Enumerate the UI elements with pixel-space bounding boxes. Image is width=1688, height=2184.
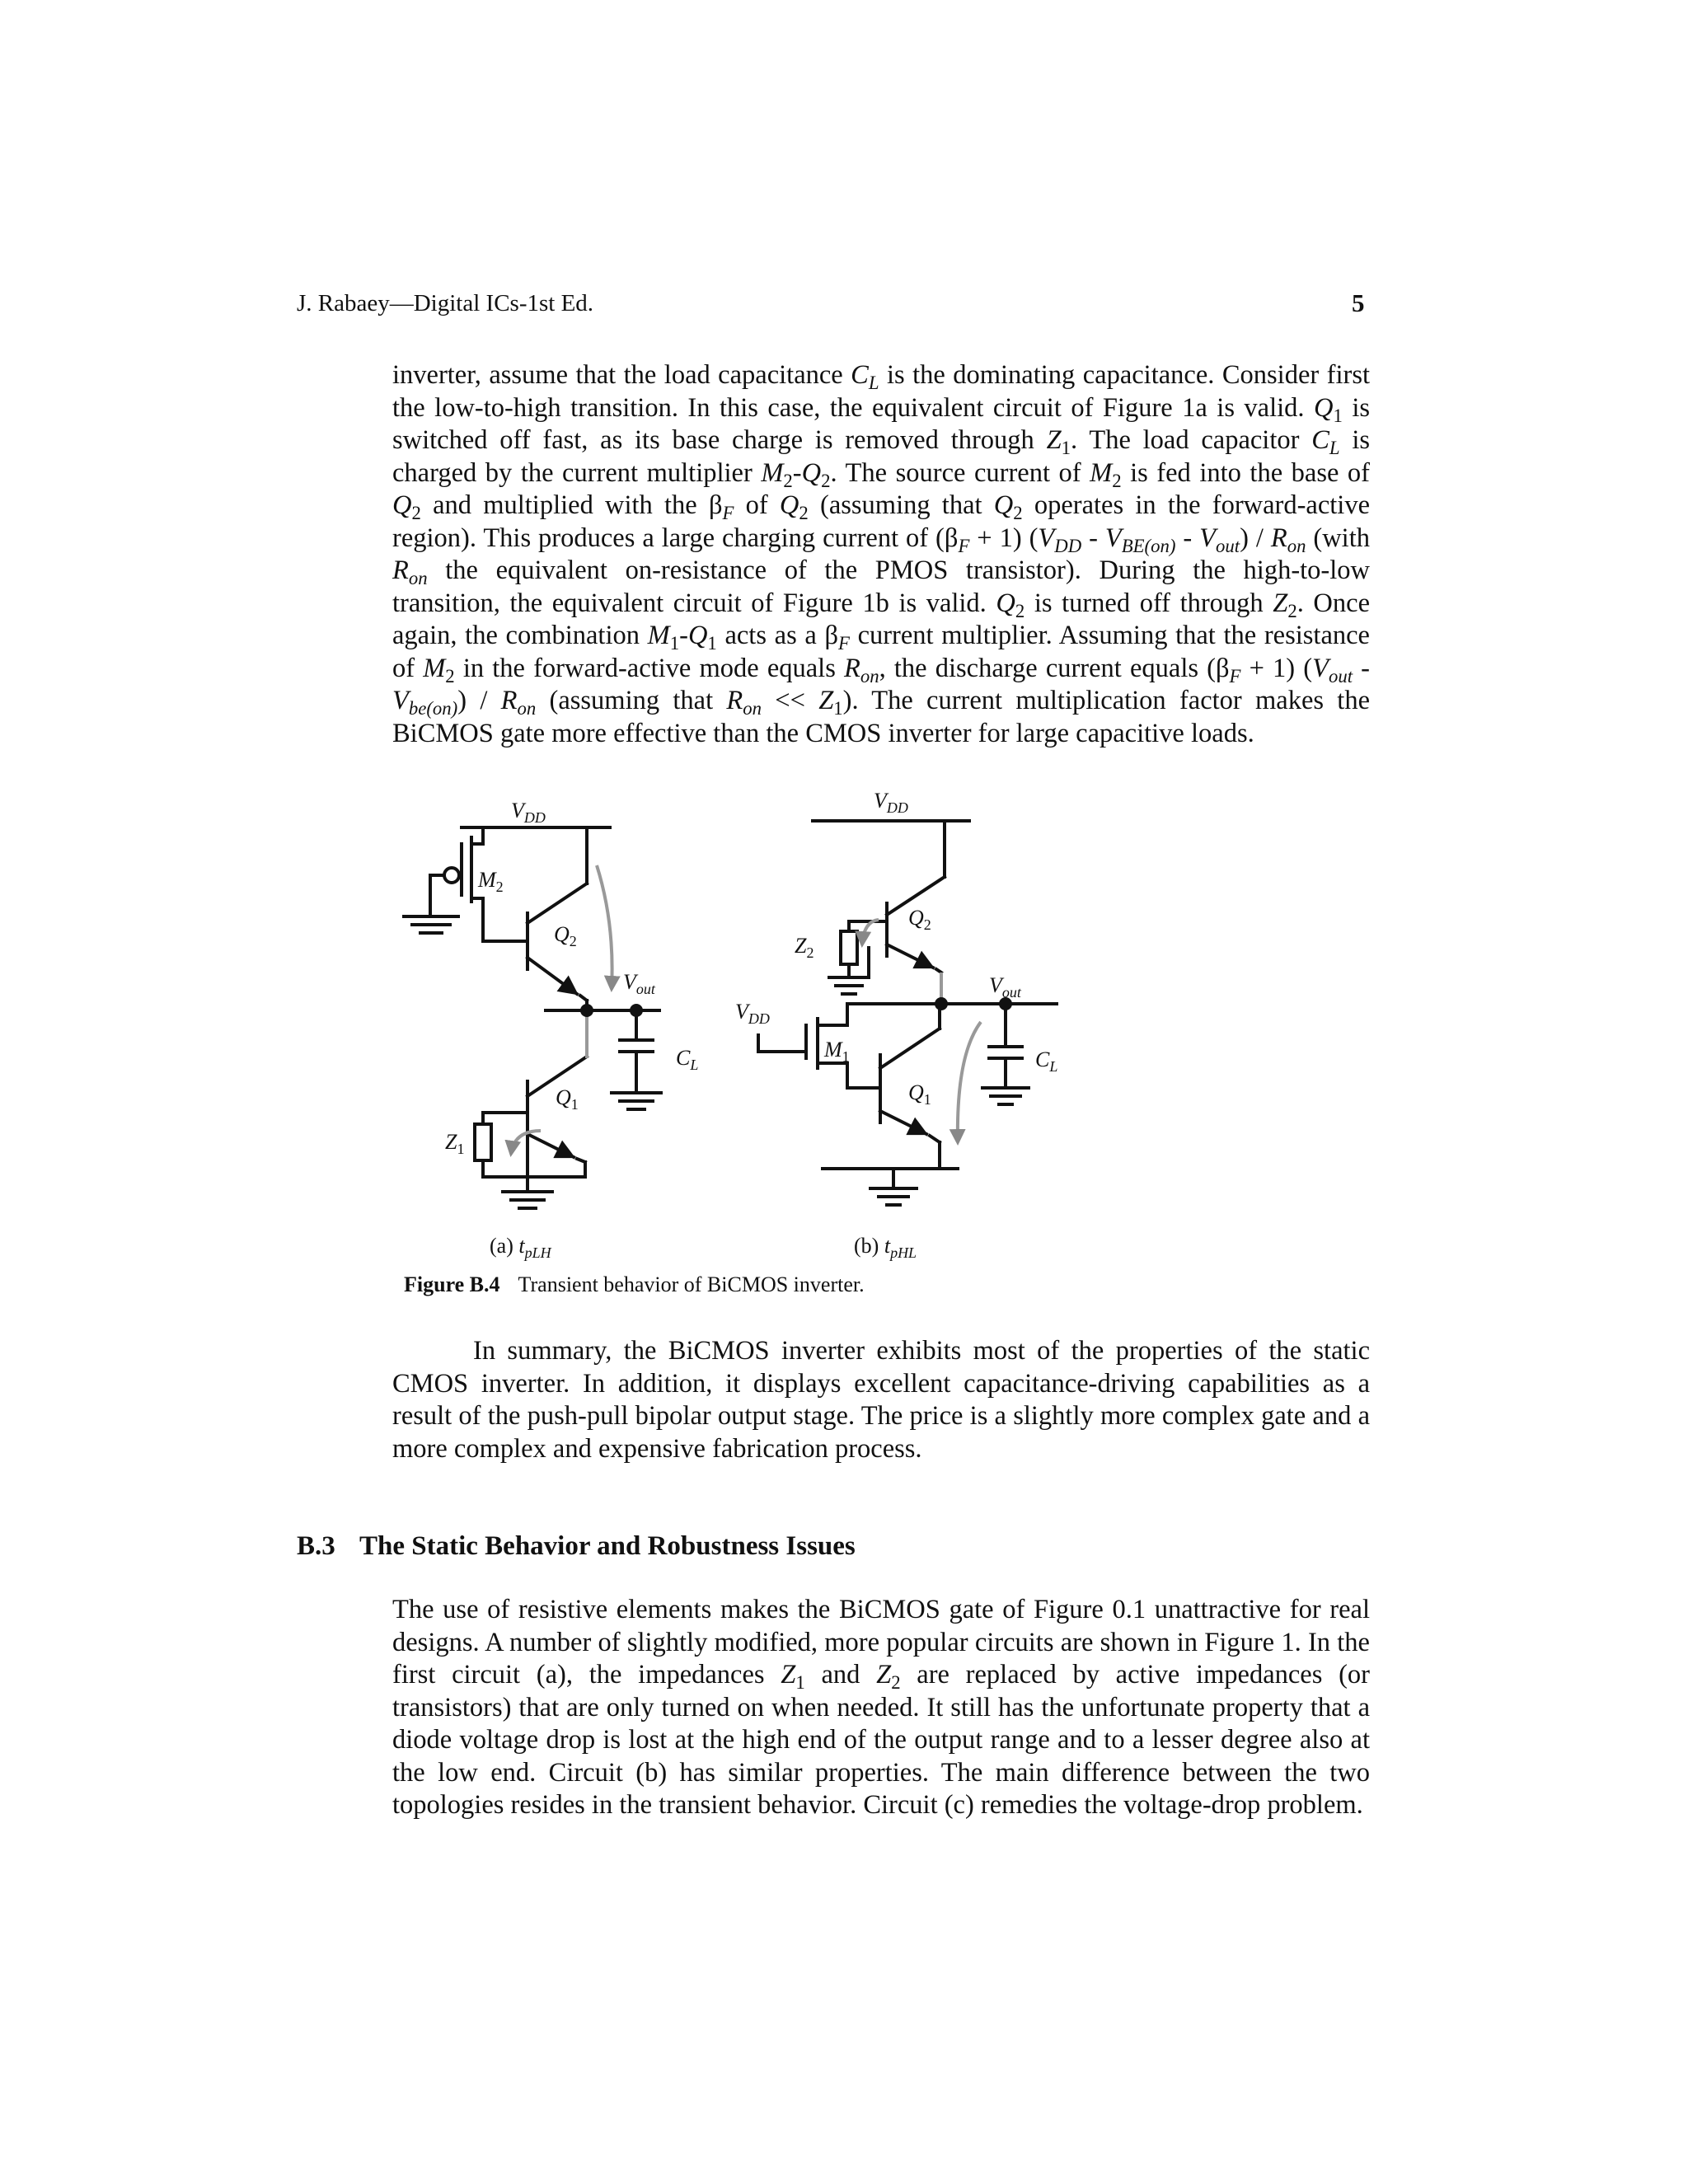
paragraph-transient: inverter, assume that the load capacitance $C_L$ is the dominating capacitance. Consider first the low-to-high transition. In this case, the equivalent circuit of Figure 1a is valid. $Q_1$ is switched off fast, as its base charge is removed through $Z_1$. The load capacitor $C_L$ is charged by the current multiplier $M_2-Q_2$. The source current of $M_2$ is fed into the base of $Q_2$ and multiplied with the $\beta_F$ of $Q_2$ (assuming that $Q_2$ operates in the forward-active region). This produces a large charging current of $(\beta_F + 1)$ $(V_{DD} - V_{BE(on)} - V_{out}) / R_{on}$ (with $R_{on}$ the equivalent on-resistance of the PMOS transistor). During the high-to-low transition, the equivalent circuit of Figure 1b is valid. $Q_2$ is turned off through $Z_2$. Once again, the combination $M_1-Q_1$ acts as a $\beta_F$ current multiplier. Assuming that the resistance of $M_2$ in the forward-active mode equals $R_{on}$, the discharge current equals $(\beta_F + 1)$ $(V_{out} - V_{be(on)}) / R_{on}$ (assuming that $R_{on} << Z_1$). The current multiplication factor makes the BiCMOS gate more effective than the CMOS inverter for large capacitive loads. [392,360,1371,748]
figure-b-label: (b) $t_{pHL}$ [854,1234,917,1261]
running-header: J. Rabaey—Digital ICs-1st Ed. [297,290,594,316]
output-node-a [580,1004,593,1017]
svg-text:VDD: $V_{DD}$ [874,789,908,816]
svg-text:Vout: $V_{out}$ [989,973,1021,1001]
section-heading: B.3 The Static Behavior and Robustness Issues [297,1531,856,1561]
svg-text:Q1: $Q_1$ [908,1080,931,1108]
svg-text:Z1: $Z_1$ [445,1130,465,1157]
paragraph-static-behavior: The use of resistive elements makes the BiCMOS gate of Figure 0.1 unattractive for real designs. A number of slightly modified, more popular circuits are shown in Figure 1. In the first circuit (a), the impedances $Z_1$ and $Z_2$ are replaced by active impedances (or transistors) that are only turned on when needed. It still has the unfortunate property that a diode voltage drop is lost at the high end of the output range and to a lesser degree also at the low end. Circuit (b) has similar properties. The main difference between the two topologies resides in the transient behavior. Circuit (c) remedies the voltage-drop problem. [392,1595,1370,1820]
cap-node-a [630,1004,643,1017]
circuit-a [404,827,661,1208]
figure-a-label: (a) $t_{pLH}$ [490,1234,551,1261]
output-node-b [935,997,948,1010]
svg-text:M1: $M_1$ [824,1038,850,1065]
svg-text:VDD: $V_{DD}$ [511,799,546,826]
svg-text:CL: $C_L$ [676,1046,699,1073]
paragraph-summary: In summary, the BiCMOS inverter exhibits most of the properties of the static CMOS inverter. In addition, it displays excellent capacitance-driving capabilities as a result of the push-pull bipolar output stage. The price is a slightly more complex gate and a more complex and expensive fabrication process. [392,1336,1370,1464]
svg-text:VDD: $V_{DD}$ [735,1000,770,1027]
svg-text:CL: $C_L$ [1035,1047,1058,1075]
svg-text:Q1: $Q_1$ [556,1085,579,1113]
svg-text:Q2: $Q_2$ [908,906,931,933]
svg-text:Q2: $Q_2$ [554,922,577,949]
svg-text:Z2: $Z_2$ [795,934,814,961]
figure-caption: Figure B.4 Transient behavior of BiCMOS inverter. [404,1272,865,1296]
circuit-b [758,821,1057,1205]
svg-text:M2: $M_2$ [478,868,504,895]
svg-text:Vout: $V_{out}$ [623,970,655,997]
page-number: 5 [1352,288,1365,317]
